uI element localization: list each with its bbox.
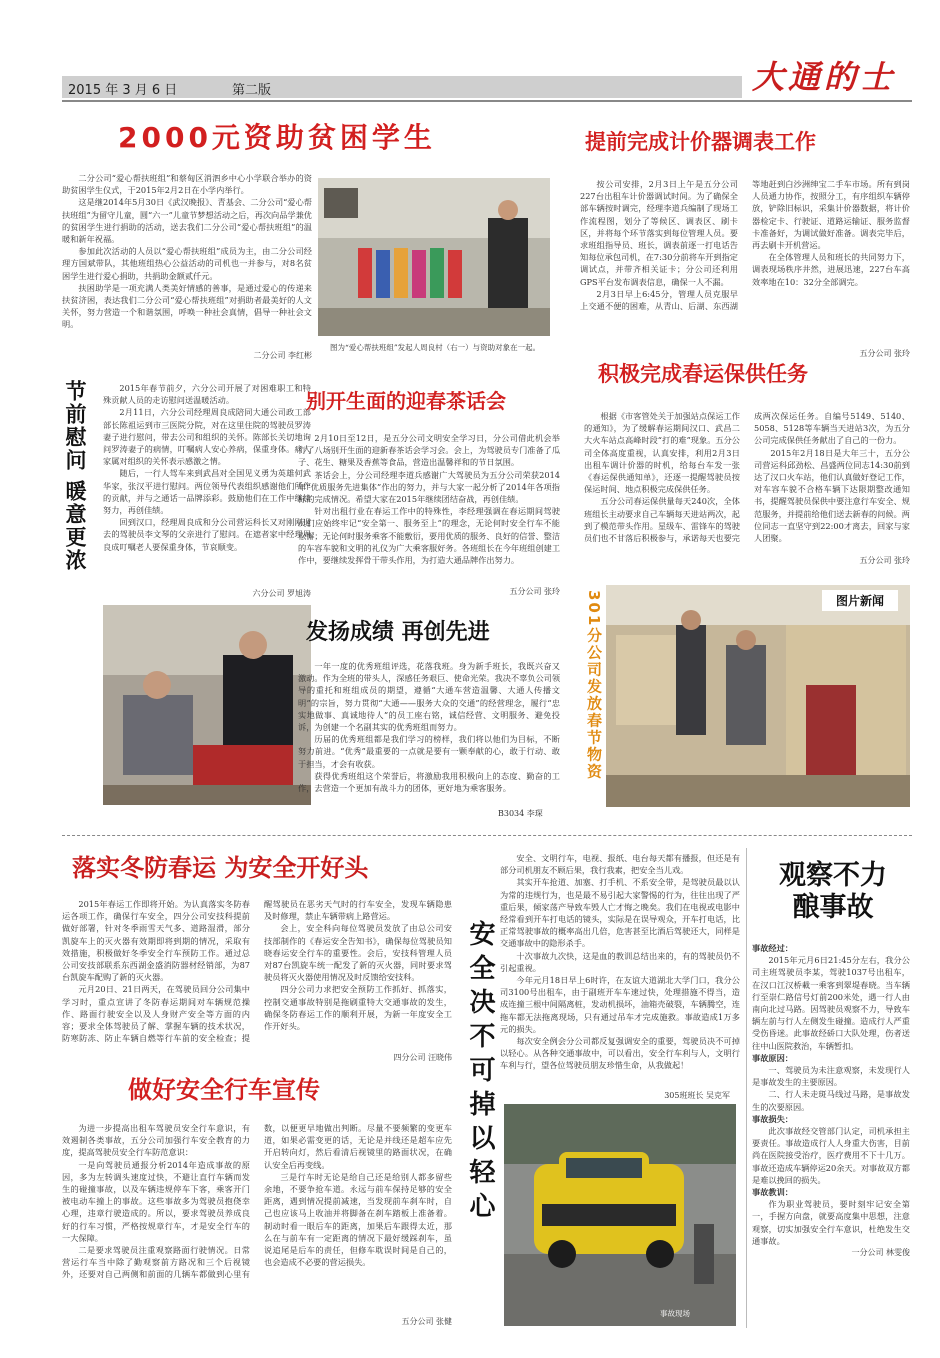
- byline-observe: 一分公司 林雯俊: [851, 1248, 910, 1258]
- article-title-aid: 2000元资助贫困学生: [118, 121, 436, 154]
- article-title-observe-line2: 酿事故: [792, 892, 874, 923]
- photo-accident: [504, 1104, 736, 1326]
- photo-visit-image: [103, 605, 311, 805]
- photo-visit: [103, 605, 311, 805]
- article-body-meter: 按公司安排，2月3日上午是五分公司227台出租车计价器调试时间。为了确保全部车辆按时调完，经理李道兵编制了现场工作流程图，划分了等候区、调表区、刷卡区，并将每个环节落实到每位管理人员。要求班组指导员、班长，调表前逐一打电话告知每位承包司机，在7:30分前将车开到指定调试点，并带齐相关证卡；分公司还利用GPS平台发布调表信息，确保一人不漏。 2月3日早上6:45分，管理人员克服早上交通不便的困难，从青山、后湖、东西湖等地赶到白沙洲绅宝二手车市场。所有到岗人员通力协作，按照分工，有序组织车辆停放，铲除旧标识，采集计价器数据，将计价器检定卡、行驶证、道路运输证、服务监督卡准备好，为调试做好准备。调表完毕后，再去刷卡开机营运。 在全体管理人员和班长的共同努力下，调表现场秩序井然，进展迅速，227台车高效率地在10：32分全部调完。: [580, 179, 910, 312]
- section-heading: 事故经过：: [752, 943, 793, 953]
- photo-caption-students: 图为“爱心帮扶班组”发起人周良村（右一）与资助对象在一起。: [330, 343, 541, 352]
- byline-aid: 二分公司 李红彬: [253, 351, 312, 360]
- article-body-publicity: 为进一步提高出租车驾驶员安全行车意识，有效遏制各类事故，五分公司加强行车安全教育的力度，提高驾驶员安全行车防范意识： 一是向驾驶员通报分析2014年造成事故的原因，多为左转调头速度过快，不避让直行车辆而发生的碰撞事故，以及车辆违规停车下客，乘客开门被电动车撞上的事故。这些事故多为驾驶员抱侥幸心理，违章行驶造成的。所以，要求驾驶员养成良好的行车习惯，严格按规章行车，才是安全行车的一大保障。 二是要求驾驶员注重观察路面行驶情况。日常营运行车当中除了勤观察前方路况和三个后视镜外，还要对自己两侧和前面的几辆车都做到心里有数，以便更早地做出判断。尽量不要频繁的变更车道，如果必需变更的话，无论是并线还是超车应先开启转向灯，然后看清后视镜里的路面状况，在确认安全后再变线。 三是行车时无论是给自己还是给别人都多留些余地，不要争抢车道。永远与前车保持足够的安全距离，遇到情况提前减速，当发现前车刹车时，自己也应该马上收油并将脚备在刹车踏板上准备着。制动时看一眼后车的距离，加果后车跟得太近，那么在与前车有一定距离的情况下最好缓踩刹车，虽说追尾是后车的责任，但修车耽误时间是自己的，也会造成不必要的营运损失。: [62, 1123, 452, 1280]
- article-title-publicity: 做好安全行车宣传: [128, 1076, 320, 1104]
- article-title-visit-1: 节前慰问: [63, 380, 87, 472]
- article-body-observe: 事故经过： 2015年元月6日21:45分左右，我分公司主班驾驶员李某，驾驶1037号出租车，在汉口江汉桥載一乘客到翠堤春晓。当车辆行至崇仁路信号灯前200米处，遇一行人由南向北过马路。因驾驶员观察不力，导致车辆左前与行人左侧发生碰撞。造成行人严重受伤昏迷。此事故经硚口大队处理，伤者送往中山医院救治，车辆暂扣。 事故原因： 一、驾驶员为未注意观察，未发现行人是事故发生的主要原因。 二、行人未走斑马线过马路，是事故发生的次要原因。 事故损失： 此次事故经交管部门认定，司机承担主要责任。事故造成行人人身重大伤害，目前尚在医院接受治疗，医疗费用不下十几万。事故还造成车辆停运20余天。对事故双方都是难以挽回的损失。 事故教训： 作为职业驾驶员，要时刻牢记安全第一，手握方向盘，就要高度集中思想，注意观察，切实加强安全行车意识，杜绝发生交通事故。 一分公司 林雯俊: [752, 942, 910, 1259]
- date-bar: [62, 76, 742, 98]
- article-title-springrun: 积极完成春运保供任务: [598, 362, 808, 386]
- section-heading: 事故原因：: [752, 1052, 793, 1063]
- article-title-safety: 安全决不可掉以轻心: [465, 920, 495, 1226]
- byline-excellence: B3034 李琛: [498, 809, 543, 818]
- section-divider: [62, 835, 912, 836]
- byline-safety: 305班班长 吴克军: [664, 1091, 730, 1100]
- byline-springrun: 五分公司 张玲: [859, 556, 910, 565]
- section-heading: 事故损失：: [752, 1113, 793, 1124]
- photo-students: [318, 178, 550, 336]
- article-title-observe-line1: 观察不力: [779, 860, 887, 891]
- masthead-logo: 大通的士: [752, 58, 897, 96]
- photo-students-image: [318, 178, 550, 336]
- photo-news-label: 图片新闻: [822, 590, 898, 611]
- photo-accident-image: [504, 1104, 736, 1326]
- column-rule: [746, 848, 747, 1328]
- article-body-winter: 2015年春运工作即将开始。为认真落实冬防春运各项工作，确保行车安全，四分公司安技科提前做好部署，针对冬季雨雪天气多、道路湿滑，部分凯旋车上的灭火器有效期即将到期的情况，采取有效措施，积极做好冬季安全行车预防工作。通过总公司安技部联系东西湖金盛消防器材经销部，为87台凯旋车配购了新的灭火器。 元月20日、21日两天，在驾驶员回分公司集中学习时，重点宣讲了冬防春运期间对车辆规范操作、路面行驶安全以及人身财产安全等方面的内容；要求全体驾驶员了解、掌握车辆的技术状况，防寒防冻、防止车辆自燃等行车前的安全检查；提醒驾驶员在恶劣天气时的行车安全，发现车辆隐患及时修理，禁止车辆带病上路营运。 会上，安全科向每位驾驶员发放了由总公司安技部制作的《春运安全告知书》，确保每位驾驶员知晓春运安全行车的重要性。会后，安技科管理人员对87台凯旋车统一配发了新的灭火器，同时要求驾驶员将灭火器使用情况及时反馈给安技科。 四分公司力求把安全预防工作抓好、抓落实，控制交通事故特别是拖刷重特大交通事故的发生，确保冬防春运工作的顺利开展，为新一年度安全工作开好头。: [62, 899, 452, 1044]
- article-title-visit-2: 暖意更浓: [63, 480, 87, 572]
- article-title-meter: 提前完成计价器调表工作: [585, 130, 816, 154]
- article-title-excellence: 发扬成绩 再创先进: [306, 620, 490, 645]
- article-body-aid: 二分公司“爱心帮扶班组”和蔡甸区消泗乡中心小学联合举办的资助贫困学生仪式，于2015年2月2日在小学内举行。 这是继2014年5月30日《武汉晚报》、青基会、二分公司“爱心帮扶班组”为留守儿童，圆“六一”儿童节梦想活动之后，再次向品学兼优的贫困学生进行捐助的活动，送去我们二分公司“爱心帮扶班组”的温暖和新年祝福。 参加此次活动的人员以“爱心帮扶班组”成员为主，由二分公司经理方国斌带队，其他班组热心公益活动的司机也一并参与，对8名贫困学生进行爱心捐助，共捐助金额贰仟元。 扶困助学是一项充满人类美好情感的善事，是通过爱心的传递来扶贫济困，表达我们二分公司“爱心帮扶班组”对捐助者最美好的人文关怀，努力营造一个和谐氛围，呼唤一种社会真情，倡导一种社会文明。: [62, 173, 312, 330]
- photo-caption-accident: 事故现场: [660, 1309, 690, 1318]
- byline-tea: 五分公司 张玲: [509, 587, 560, 596]
- photo-supplies: [606, 585, 910, 807]
- article-title-winter: 落实冬防春运 为安全开好头: [72, 854, 369, 882]
- article-body-visit: 2015年春节前夕，六分公司开展了对困难职工和特殊贡献人员的走访慰问送温暖活动。 2月11日，六分公司经理周良成陪同大通公司政工部部长陈祖运到市三医院分院，对在这里住院的驾驶员罗涛妻子进行慰问，带去公司和组织的关怀。陈部长关切地询问罗涛妻子的病情，叮嘱病人安心养病，保重身体。病人家属对组织的关怀表示感激之情。 随后，一行人驾车来到武昌对全国见义勇为英雄何武华家，张汉平进行慰问。两位领导代表组织感谢他们所作的贡献，并与之通话一品牌添彩。鼓励他们在工作中继续努力，再创佳绩。 回到汉口，经理周良成和分公司营运科长又对刚刚退去的驾驶员李文琴的父亲进行了慰问。在遮者家中经理周良成叮嘱老人要保重身体，节哀顺变。: [103, 383, 311, 552]
- issue-date: 2015 年 3 月 6 日: [68, 83, 178, 98]
- article-body-tea: 2月10日至12日，是五分公司文明安全学习日，分公司借此机会举行了八场别开生面的迎新春茶话会学习会。会上，为驾驶员专门准备了瓜子、花生、糖果及香蕉等食品，营造出温馨祥和的节日氛围。 茶话会上，分公司经理李道兵感谢广大驾驶员为五分公司荣获2014年“优质服务先进集体”作出的努力，并与大家一起分析了2014年各项指标的完成情况。希望大家在2015年继续团结奋战，再创佳绩。 针对出租行业在春运工作中的特殊性，李经理强调在春运期间驾驶员们应始终牢记“安全第一、服务至上”的理念，无论何时安全行车不能松懈；无论何时服务乘客不能敷衍，要用优质的服务、良好的信誉、整洁的车容车貌和文明的礼仪为广大乘客服好务。各班组长在今年班组创建工作中，要继续发挥骨干带头作用，为打造大通品牌作出努力。: [298, 433, 561, 566]
- byline-meter: 五分公司 张玲: [859, 349, 910, 358]
- masthead-rule: [62, 100, 912, 102]
- section-heading: 事故教训：: [752, 1187, 793, 1198]
- byline-publicity: 五分公司 张健: [401, 1317, 452, 1326]
- article-body-excellence: 一年一度的优秀班组评选，花落我班。身为新手班长，我既兴奋又激动。作为全班的带头人，深感任务艰巨、使命光荣。我决不辜负公司领导的重托和班组成员的期望，遵循“大通车营造温馨、大通人传播文明”的宗旨，努力贯彻“大通——服务大众的交通”的经营理念，履行“忠实地做事、真诚地待人”的员工座右铭，诚信经营、文明服务、避免投诉，为创建一个名副其实的优秀班组而努力。 历届的优秀班组都是我们学习的榜样，我们将以他们为目标，不断努力前进。“优秀”最重要的一点就是要有一颗奉献的心，敢于行动、敢于担当，才会有收获。 获得优秀班组这个荣誉后，将激励我用积极向上的态度、勤奋的工作，去营造一个更加有战斗力的团体，更好地为乘客服务。: [298, 661, 561, 794]
- article-body-springrun: 根据《市客管处关于加强站点保运工作的通知》，为了缓解春运期间汉口、武昌二大火车站点高峰时段“打的难”现象。五分公司全体高度重视，认真安排，利用2月3日出租车调计价器的时机，给每台车发一张《春运保供通知单》，还逐一提醒驾驶员按保运时间、地点积极完成保供任务。 五分公司春运保供量每天240次，全体班组长主动要求自己车辆每天进站两次，起到了模范带头作用。星级车、雷锋车的驾驶员们也不甘落后积极参与，承诺每天也要完成两次保运任务。自编号5149、5140、5058、5128等车辆当天进站3次，为五分公司完成保供任务献出了自己的一份力。 2015年2月18日是大年三十，五分公司营运科邱劲松、昌盛两位同志14:30前到达了汉口火车站，他们认真做好登记工作，对车容车貌不合格车辆下达限期整改通知书，提醒驾驶员保供中要注意行车安全、规范服务，并提前给他们送去新春的问候。两位同志一直坚守到22:00才离去，回家与家人团聚。: [584, 411, 910, 544]
- byline-visit: 六分公司 罗旭涛: [252, 589, 311, 598]
- photo-supplies-image: [606, 585, 910, 807]
- article-title-tea: 别开生面的迎春茶话会: [306, 389, 506, 413]
- page-number: 第二版: [232, 83, 272, 98]
- article-title-supplies: 301分公司发放春节物资: [585, 590, 603, 781]
- article-body-safety: 安全、文明行车，电视、报纸、电台每天都有播报，但还是有部分司机朋友不顾后果，我行我素，把安全当儿戏。 其实开车抢道、加塞、打手机、不系安全带，是驾驶员最以认为常的违规行为，也是最不易引起大家警惕的行为，往往出现了严重后果，倾家荡产导致车毁人亡才悔之晚矣。我们在电视或电影中经常看到开车打电话的镜头，实际是在误导观众，开车打电话，比正常驾驶事故的概率高出几倍，危害甚至比酒后驾驶还大，同样是交通事故中的隐形杀手。 十次事故九次快，这是血的教训总结出来的，有的驾驶员仍不引起重视。 今年元月18日早上6时许，在友谊大道湖北大学门口，我分公司3100号出租车，由于副班开车车速过快，处理措施不得当，造成连撞三根中间隔离桩，发动机损坏，油箱壳破裂，车辆腾空，连拖车都无法拖离现场，只有通过吊车才完成施救。事故造成1万多元的损失。 每次安全例会分公司都反复强调安全的重要，驾驶员决不可掉以轻心。从各种交通事故中，可以看出，安全行车利与人，文明行车利与行，望各位驾驶员朋友珍惜生命，从我做起！: [500, 853, 740, 1071]
- byline-winter: 四分公司 汪晓伟: [393, 1053, 452, 1062]
- article-title-observe: [768, 860, 898, 924]
